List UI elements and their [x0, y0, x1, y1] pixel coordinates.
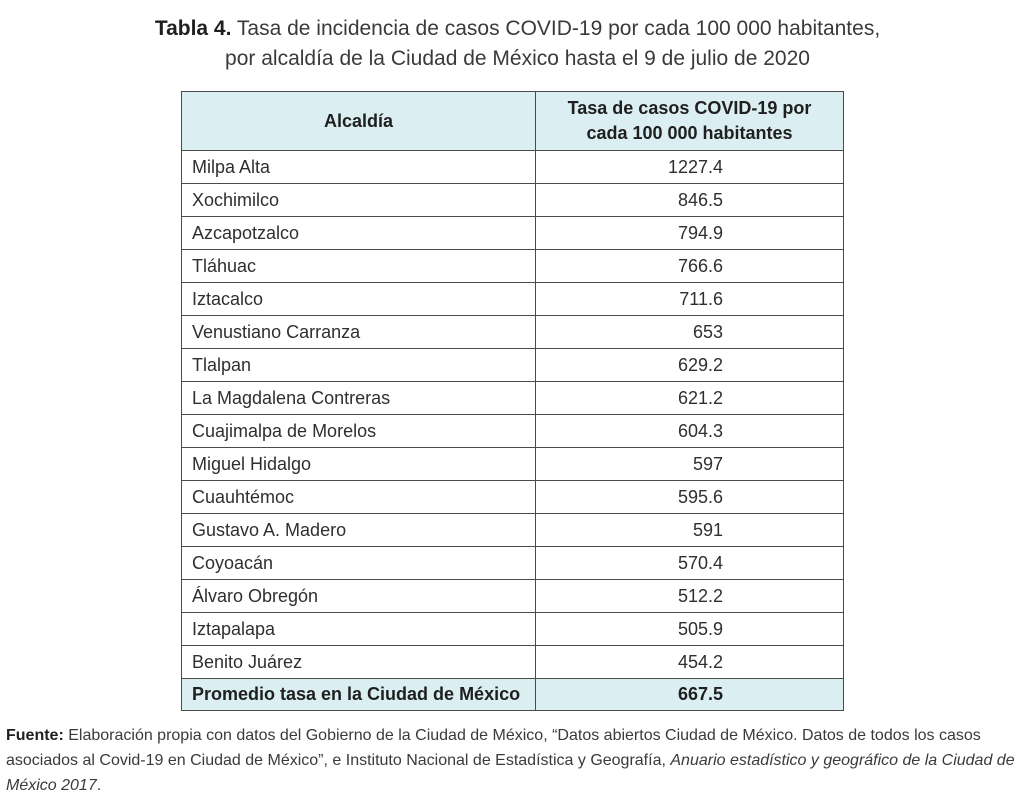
rate-value: 570.4: [536, 547, 844, 580]
alcaldia-name: Iztacalco: [182, 283, 536, 316]
rate-value: 794.9: [536, 217, 844, 250]
rate-value: 595.6: [536, 481, 844, 514]
header-rate: [536, 92, 844, 151]
alcaldia-name: Cuauhtémoc: [182, 481, 536, 514]
alcaldia-name: Cuajimalpa de Morelos: [182, 415, 536, 448]
footnote-text: Elaboración propia con datos del Gobierno de la Ciudad de México, “Datos abiertos Ciudad de México. Datos de todos los casos asociados al Covid-19 en Ciudad de México”, e Instituto Nacional de Estadística y Geografía,: [6, 727, 981, 769]
rate-value: 766.6: [536, 250, 844, 283]
rate-value: 711.6: [536, 283, 844, 316]
caption-line-2: por alcaldía de la Ciudad de México hasta el 9 de julio de 2020: [225, 47, 810, 70]
rate-value: 629.2: [536, 349, 844, 382]
table-row: [182, 613, 844, 646]
average-value: 667.5: [536, 679, 844, 711]
table-row: [182, 514, 844, 547]
table-row: [182, 217, 844, 250]
alcaldia-name: Gustavo A. Madero: [182, 514, 536, 547]
rate-value: 604.3: [536, 415, 844, 448]
rate-value: 505.9: [536, 613, 844, 646]
rate-value: 512.2: [536, 580, 844, 613]
table-row: [182, 250, 844, 283]
alcaldia-name: Álvaro Obregón: [182, 580, 536, 613]
alcaldia-name: Coyoacán: [182, 547, 536, 580]
alcaldia-name: Iztapalapa: [182, 613, 536, 646]
table-row: [182, 415, 844, 448]
alcaldia-name: Tlalpan: [182, 349, 536, 382]
rate-value: 653: [536, 316, 844, 349]
footnote-italic: Anuario estadístico y geográfico de la Ciudad de México 2017: [6, 752, 1015, 794]
header-rate-line-2: cada 100 000 habitantes: [586, 123, 793, 143]
alcaldia-name: Milpa Alta: [182, 151, 536, 184]
header-alcaldia: Alcaldía: [182, 92, 536, 151]
table-row: [182, 448, 844, 481]
table-row: [182, 481, 844, 514]
caption-line-1: [0, 14, 1035, 44]
table-row: [182, 349, 844, 382]
table-row: [182, 151, 844, 184]
table-header-row: [182, 92, 844, 151]
table-row: [182, 316, 844, 349]
rate-value: 1227.4: [536, 151, 844, 184]
rate-value: 846.5: [536, 184, 844, 217]
rate-value: 597: [536, 448, 844, 481]
caption-text-1: Tasa de incidencia de casos COVID-19 por cada 100 000 habitantes,: [236, 17, 881, 40]
alcaldia-name: Venustiano Carranza: [182, 316, 536, 349]
table-row: [182, 283, 844, 316]
rate-value: 591: [536, 514, 844, 547]
incidence-table-container: [181, 91, 843, 711]
table-caption: [0, 14, 1035, 74]
caption-label: Tabla 4.: [154, 17, 232, 40]
alcaldia-name: Miguel Hidalgo: [182, 448, 536, 481]
table-row: [182, 646, 844, 679]
rate-value: 454.2: [536, 646, 844, 679]
table-row: [182, 547, 844, 580]
rate-value: 621.2: [536, 382, 844, 415]
table-row: [182, 382, 844, 415]
header-rate-line-1: Tasa de casos COVID-19 por: [567, 98, 812, 118]
table-row: [182, 184, 844, 217]
table-body: [182, 151, 844, 711]
alcaldia-name: Azcapotzalco: [182, 217, 536, 250]
source-footnote: [6, 723, 1026, 798]
average-row: [182, 679, 844, 711]
footnote-label: Fuente:: [6, 727, 64, 744]
average-label: Promedio tasa en la Ciudad de México: [182, 679, 536, 711]
incidence-table: [181, 91, 844, 711]
alcaldia-name: La Magdalena Contreras: [182, 382, 536, 415]
table-row: [182, 580, 844, 613]
alcaldia-name: Tláhuac: [182, 250, 536, 283]
alcaldia-name: Benito Juárez: [182, 646, 536, 679]
alcaldia-name: Xochimilco: [182, 184, 536, 217]
footnote-end: .: [96, 777, 102, 794]
